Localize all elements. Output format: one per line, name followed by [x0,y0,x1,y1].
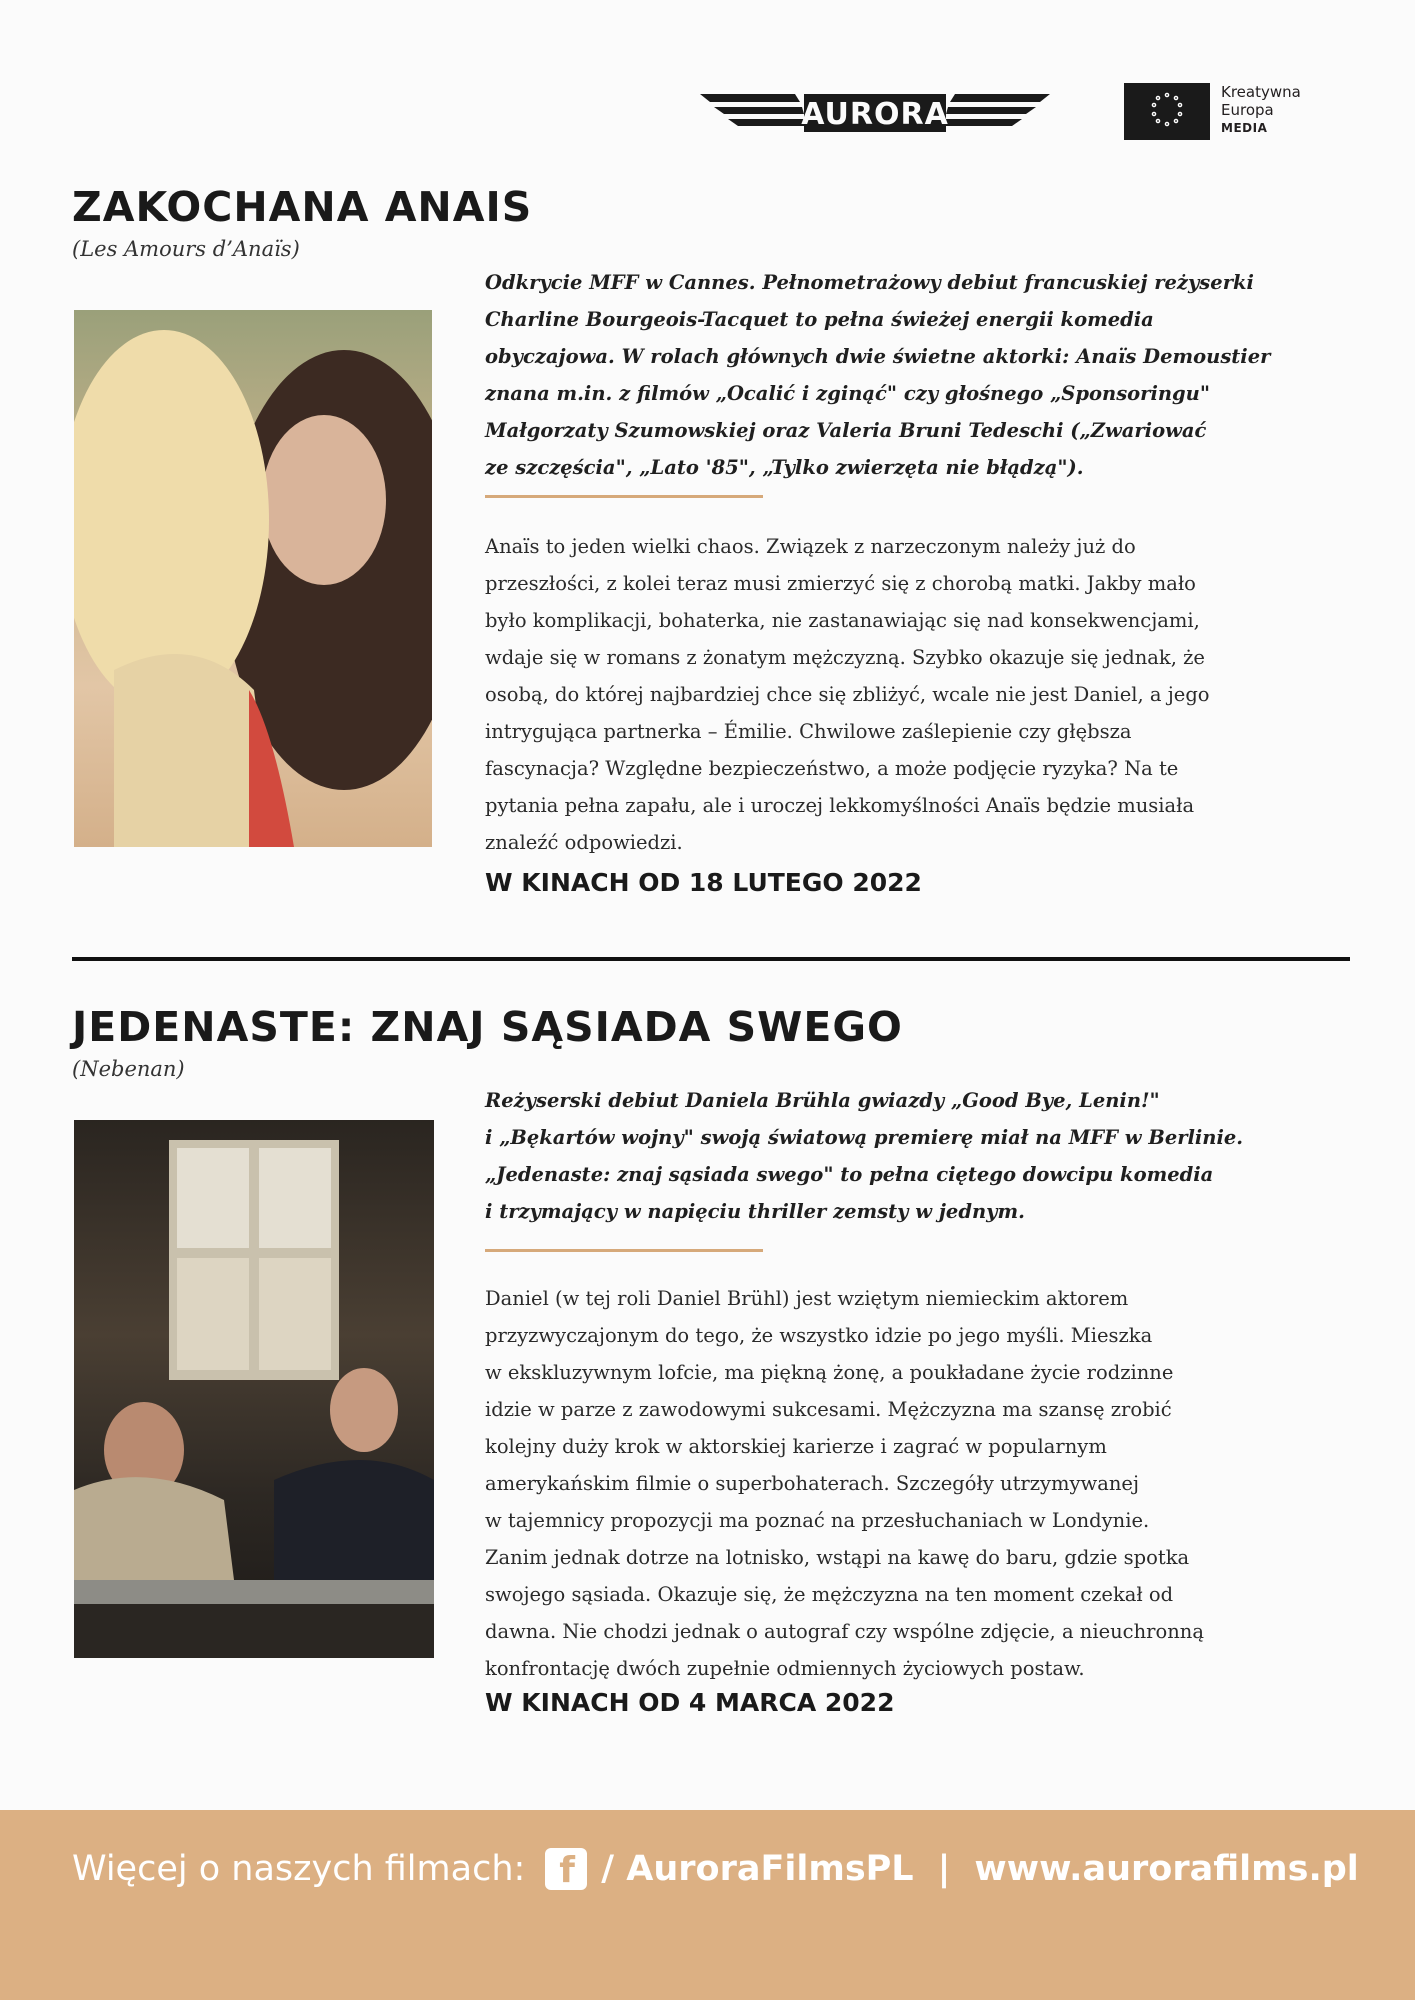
film1-lead-line: Charline Bourgeois-Tacquet to pełna świeżej energii komedia [485,308,1154,331]
film1-lead-line: Odkrycie MFF w Cannes. Pełnometrażowy debiut francuskiej reżyserki [485,271,1254,294]
film1-body-line: przeszłości, z kolei teraz musi zmierzyć się z chorobą matki. Jakby mało [485,572,1196,595]
film2-body-line: kolejny duży krok w aktorskiej karierze i zagrać w popularnym [485,1435,1107,1458]
ce-line-3: MEDIA [1221,121,1268,135]
website-link[interactable]: www.aurorafilms.pl [974,1849,1359,1889]
film1-lead-line: znana m.in. z filmów „Ocalić i zginąć" czy głośnego „Sponsoringu" [485,382,1211,405]
aurora-logo [700,90,1050,136]
footer-divider: | [937,1849,951,1889]
film1-title: ZAKOCHANA ANAIS [72,183,533,231]
facebook-glyph: f [559,1850,575,1891]
ce-line-1: Kreatywna [1221,83,1301,101]
film1-body-line: intrygująca partnerka – Émilie. Chwilowe zaślepienie czy głębsza [485,720,1132,743]
film1-lead-line: obyczajowa. W rolach głównych dwie świetne aktorki: Anaïs Demoustier [485,345,1271,368]
film1-body-line: pytania pełna zapału, ale i uroczej lekkomyślności Anaïs będzie musiała [485,794,1195,817]
film2-body-line: swojego sąsiada. Okazuje się, że mężczyzna na ten moment czekał od [485,1583,1174,1606]
film1-body-line: znaleźć odpowiedzi. [485,831,683,854]
facebook-icon[interactable] [545,1848,587,1890]
film1-still-image [74,310,432,847]
ce-line-2: Europa [1221,101,1274,119]
film2-lead-line: i „Bękartów wojny" swoją światową premierę miał na MFF w Berlinie. [485,1126,1244,1149]
film1-body-line: osobą, do której najbardziej chce się zbliżyć, wcale nie jest Daniel, a jego [485,683,1210,706]
film2-body-line: Daniel (w tej roli Daniel Brühl) jest wziętym niemieckim aktorem [485,1287,1129,1310]
film1-lead [485,264,1270,486]
film2-original-title: (Nebenan) [72,1057,185,1081]
aurora-logo-text: AURORA [801,97,949,132]
film1-original-title: (Les Amours d’Anaïs) [72,237,300,261]
film2-lead-line: „Jedenaste: znaj sąsiada swego" to pełna ciętego dowcipu komedia [485,1163,1214,1186]
film2-body-line: przyzwyczajonym do tego, że wszystko idzie po jego myśli. Mieszka [485,1324,1153,1347]
film2-still-image [74,1120,434,1658]
creative-europe-label [1221,83,1301,137]
film2-synopsis [485,1280,1204,1687]
film1-body-line: było komplikacji, bohaterka, nie zastanawiając się nad konsekwencjami, [485,609,1200,632]
facebook-handle-link[interactable]: / AuroraFilmsPL [601,1849,914,1889]
film2-lead-line: Reżyserski debiut Daniela Brühla gwiazdy „Good Bye, Lenin!" [485,1089,1160,1112]
film2-lead-line: i trzymający w napięciu thriller zemsty w jednym. [485,1200,1025,1223]
film2-body-line: idzie w parze z zawodowymi sukcesami. Mężczyzna ma szansę zrobić [485,1398,1172,1421]
film1-body-line: fascynacja? Względne bezpieczeństwo, a może podjęcie ryzyka? Na te [485,757,1179,780]
film1-body-line: Anaïs to jeden wielki chaos. Związek z narzeczonym należy już do [485,535,1136,558]
film1-separator [485,495,763,498]
film2-body-line: konfrontację dwóch zupełnie odmiennych życiowych postaw. [485,1657,1085,1680]
film2-body-line: amerykańskim filmie o superbohaterach. Szczegóły utrzymywanej [485,1472,1140,1495]
footer-contact [72,1848,1359,1890]
footer-lead-text: Więcej o naszych filmach: [72,1849,526,1889]
film1-lead-line: ze szczęścia", „Lato '85", „Tylko zwierzęta nie błądzą"). [485,456,1084,479]
film2-lead [485,1082,1243,1230]
section-divider [72,957,1350,961]
film2-title: JEDENASTE: ZNAJ SĄSIADA SWEGO [72,1003,903,1051]
film2-body-line: dawna. Nie chodzi jednak o autograf czy wspólne zdjęcie, a nieuchronną [485,1620,1204,1643]
film2-separator [485,1249,763,1252]
film2-body-line: w tajemnicy propozycji ma poznać na przesłuchaniach w Londynie. [485,1509,1150,1532]
film1-release-date: W KINACH OD 18 LUTEGO 2022 [485,868,922,897]
film1-body-line: wdaje się w romans z żonatym mężczyzną. Szybko okazuje się jednak, że [485,646,1205,669]
eu-flag-icon [1124,83,1210,140]
film2-body-line: Zanim jednak dotrze na lotnisko, wstąpi na kawę do baru, gdzie spotka [485,1546,1190,1569]
film1-synopsis [485,528,1210,861]
film2-release-date: W KINACH OD 4 MARCA 2022 [485,1688,895,1717]
footer-band [0,1810,1415,2000]
film2-body-line: w ekskluzywnym lofcie, ma piękną żonę, a poukładane życie rodzinne [485,1361,1174,1384]
film1-lead-line: Małgorzaty Szumowskiej oraz Valeria Bruni Tedeschi („Zwariować [485,419,1207,442]
